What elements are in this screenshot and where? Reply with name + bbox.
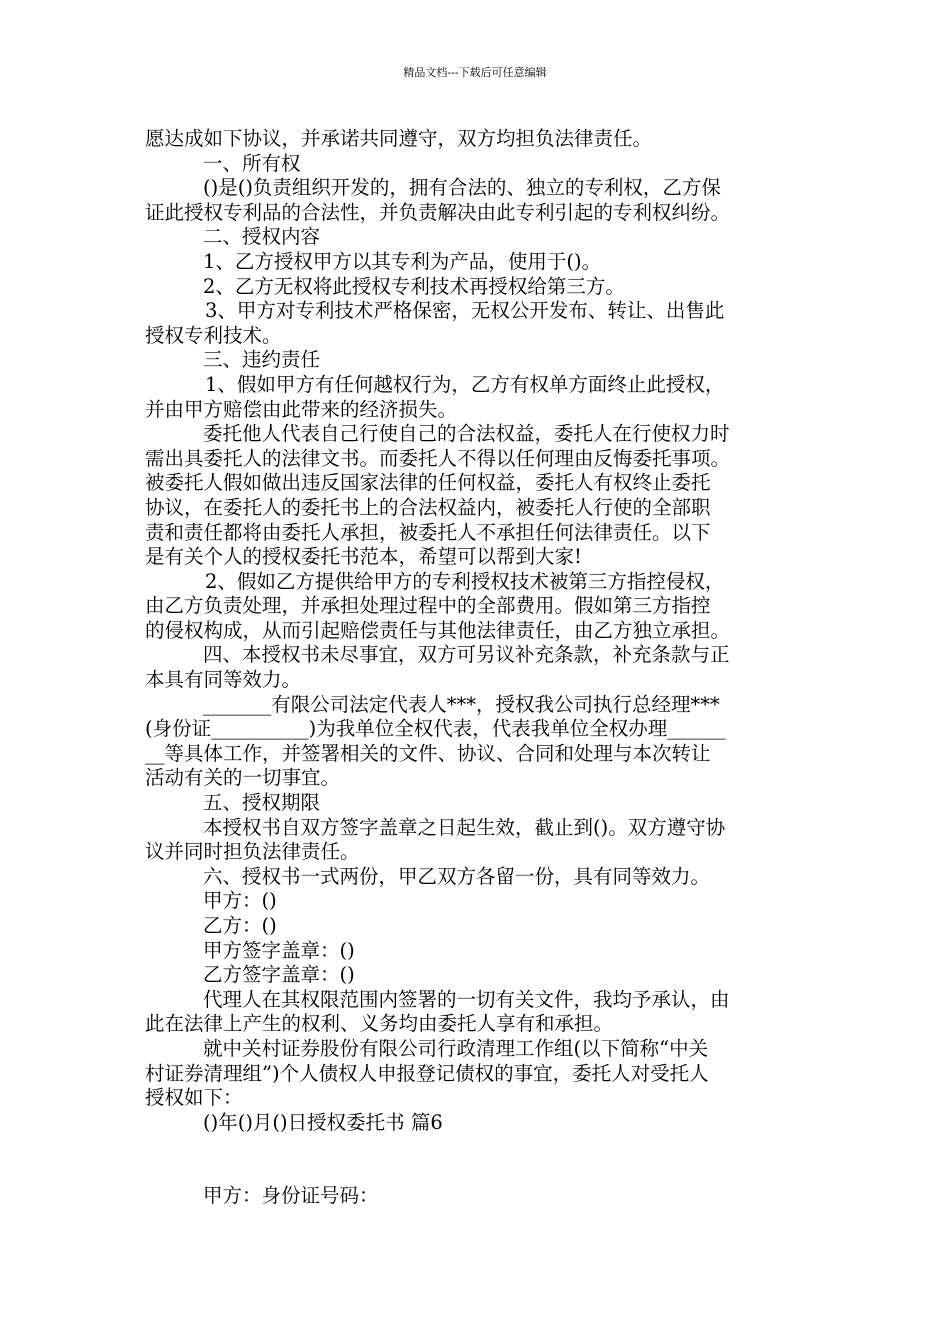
paragraph-line: 本具有同等效力。: [145, 668, 302, 692]
paragraph-line: 2、乙方无权将此授权专利技术再授权给第三方。: [203, 274, 625, 298]
paragraph-line: 委托他人代表自己行使自己的合法权益，委托人在行使权力时: [203, 422, 730, 446]
section-heading-term: 五、授权期限: [203, 791, 321, 815]
document-body: [145, 127, 820, 1209]
paragraph-line: 村证券清理组”)个人债权人申报登记债权的事宜，委托人对受托人: [145, 1061, 709, 1085]
paragraph-line: 需出具委托人的法律文书。而委托人不得以任何理由反悔委托事项。: [145, 446, 731, 470]
paragraph-line: (身份证__________)为我单位全权代表，代表我单位全权办理______: [145, 717, 726, 741]
paragraph-line: _______有限公司法定代表人***，授权我公司执行总经理***: [203, 692, 720, 716]
party-b-signature-line: 乙方签字盖章：(): [203, 963, 355, 987]
paragraph-line: 授权如下：: [145, 1086, 243, 1110]
paragraph-line: 本授权书自双方签字盖章之日起生效，截止到()。双方遵守协: [203, 815, 726, 839]
blank-spacer: [145, 1135, 820, 1184]
article-title-line: ()年()月()日授权委托书 篇6: [203, 1110, 443, 1134]
paragraph-line: 1、乙方授权甲方以其专利为产品，使用于()。: [203, 249, 602, 273]
section-heading-copies: 六、授权书一式两份，甲乙双方各留一份，具有同等效力。: [203, 864, 711, 888]
paragraph-line: 1、假如甲方有任何越权行为，乙方有权单方面终止此授权，: [205, 372, 725, 396]
paragraph-line: 代理人在其权限范围内签署的一切有关文件，我均予承认，由: [203, 987, 730, 1011]
paragraph-line: 授权专利技术。: [145, 323, 282, 347]
paragraph-line: 协议，在委托人的委托书上的合法权益内，被委托人行使的全部职: [145, 495, 711, 519]
paragraph-line: 3、甲方对专利技术严格保密，无权公开发布、转让、出售此: [205, 299, 725, 323]
paragraph-line: 由乙方负责处理，并承担处理过程中的全部费用。假如第三方指控: [145, 594, 711, 618]
paragraph-line: 被委托人假如做出违反国家法律的任何权益，委托人有权终止委托: [145, 471, 711, 495]
paragraph-line: 证此授权专利品的合法性，并负责解决由此专利引起的专利权纠纷。: [145, 200, 731, 224]
party-a-id-line: 甲方：身份证号码：: [203, 1184, 379, 1208]
party-b-line: 乙方：(): [203, 914, 277, 937]
paragraph-line: 活动有关的一切事宜。: [145, 766, 341, 790]
paragraph-line: 就中关村证券股份有限公司行政清理工作组(以下简称“中关: [203, 1036, 709, 1060]
paragraph-line: 是有关个人的授权委托书范本，希望可以帮到大家!: [145, 545, 582, 569]
paragraph-line: 愿达成如下协议，并承诺共同遵守，双方均担负法律责任。: [145, 127, 653, 150]
party-a-signature-line: 甲方签字盖章：(): [203, 938, 355, 962]
section-heading-breach-liability: 三、违约责任: [203, 348, 321, 372]
paragraph-line: 责和责任都将由委托人承担，被委托人不承担任何法律责任。以下: [145, 520, 711, 544]
section-heading-authorization-content: 二、授权内容: [203, 225, 321, 249]
paragraph-line: 此在法律上产生的权利、义务均由委托人享有和承担。: [145, 1012, 614, 1036]
paragraph-line: 2、假如乙方提供给甲方的专利授权技术被第三方指控侵权，: [205, 569, 725, 593]
paragraph-line: 并由甲方赔偿由此带来的经济损失。: [145, 397, 458, 421]
paragraph-line: __等具体工作，并签署相关的文件、协议、合同和处理与本次转让: [145, 741, 711, 765]
section-heading-ownership: 一、所有权: [203, 151, 301, 175]
party-a-line: 甲方：(): [203, 889, 277, 913]
section-heading-supplementary: 四、本授权书未尽事宜，双方可另议补充条款，补充条款与正: [203, 643, 730, 667]
paragraph-line: 议并同时担负法律责任。: [145, 840, 360, 864]
page-header: 精品文档---下载后可任意编辑: [403, 66, 547, 79]
paragraph-line: ()是()负责组织开发的，拥有合法的、独立的专利权，乙方保: [203, 176, 721, 200]
paragraph-line: 的侵权构成，从而引起赔偿责任与其他法律责任，由乙方独立承担。: [145, 618, 731, 642]
